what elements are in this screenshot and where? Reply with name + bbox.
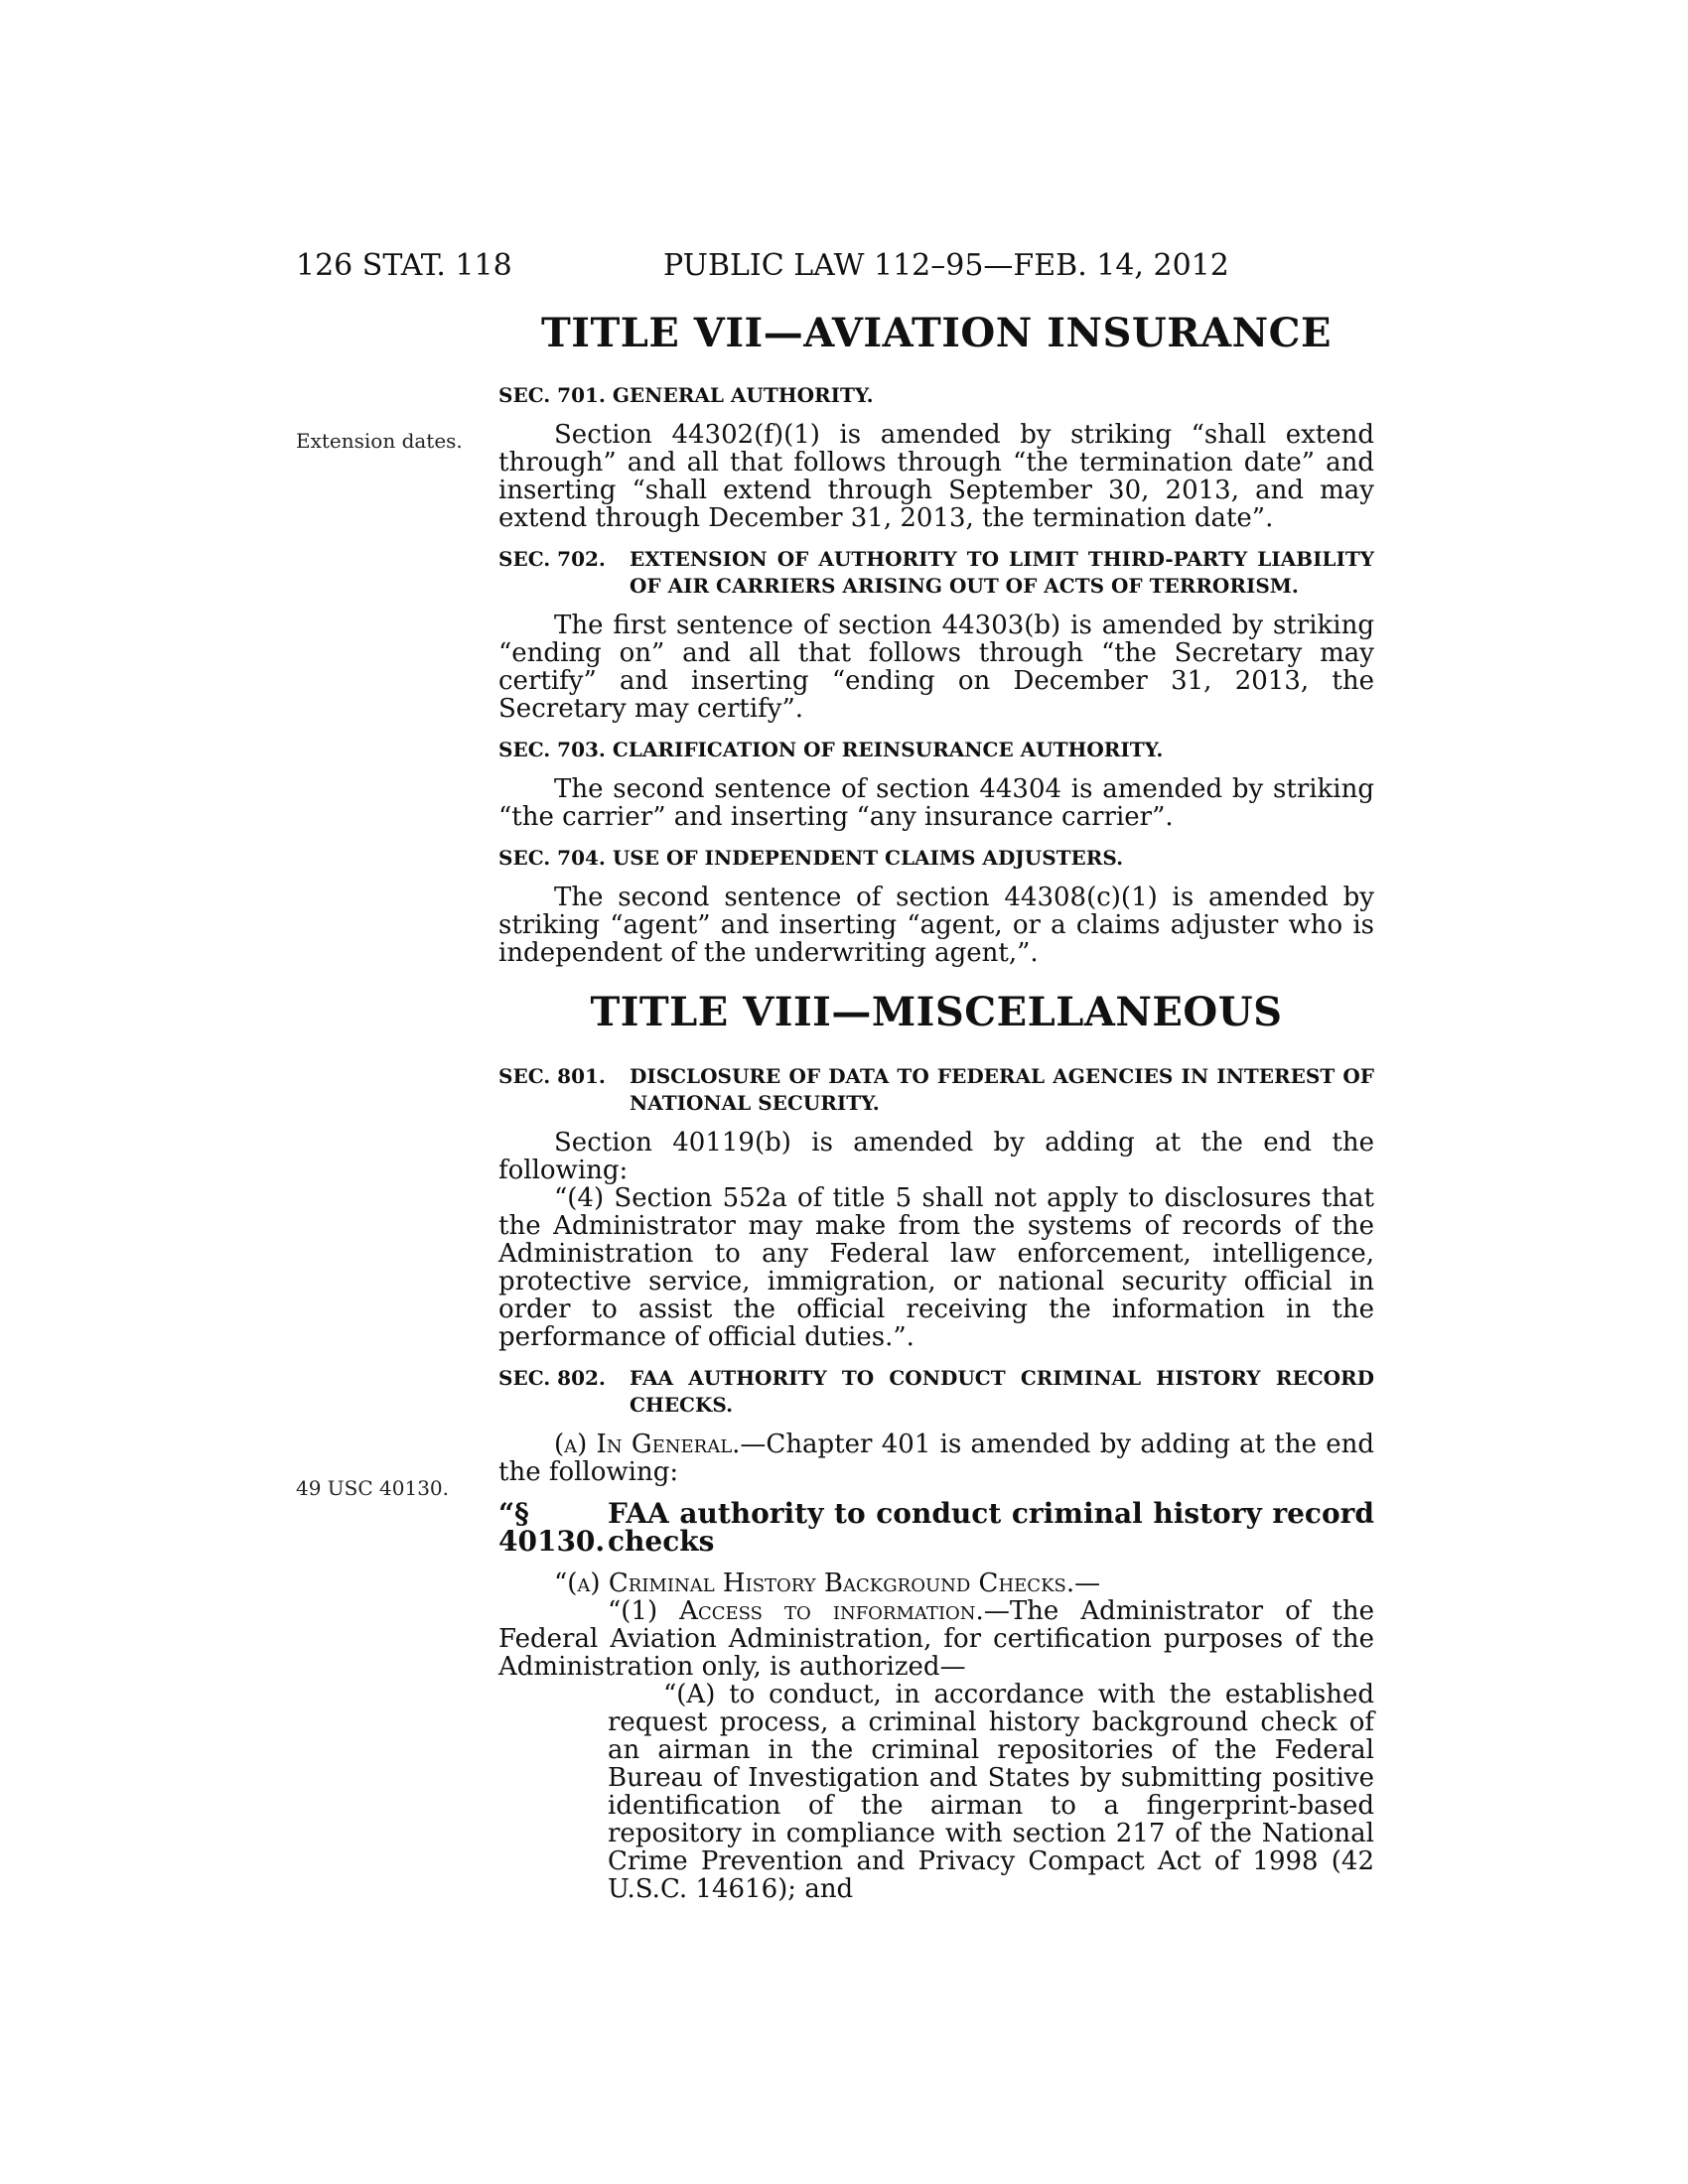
sec-704-text: The second sentence of section 44308(c)(1) is amended by striking “agent” and inserting “agent, or a claims adjuster who is independent of the underwriting agent,”. bbox=[498, 883, 1374, 968]
sec-801-heading bbox=[498, 1063, 1374, 1117]
usc-paragraph-1-label: “(1) Access to information. bbox=[608, 1596, 984, 1626]
sec-801-intro: Section 40119(b) is amended by adding at the end the following: bbox=[498, 1128, 1374, 1185]
sec-701-heading: SEC. 701. GENERAL AUTHORITY. bbox=[498, 383, 874, 407]
usc-subparagraph-A: “(A) to conduct, in accordance with the established request process, a criminal history background check of an airman in the criminal repositories of the Federal Bureau of Investigation and States by submitting positive identification of the airman to a fingerprint-based repository in compliance with section 217 of the National Crime Prevention and Privacy Compact Act of 1998 (42 U.S.C. 14616); and bbox=[608, 1680, 1374, 1904]
page-header bbox=[296, 248, 1394, 288]
margin-note-usc: 49 USC 40130. bbox=[296, 1476, 450, 1500]
sec-802-a-text: —Chapter 401 is amended by adding at the end the following: bbox=[498, 1430, 1374, 1487]
sec-704-heading: SEC. 704. USE OF INDEPENDENT CLAIMS ADJUSTERS. bbox=[498, 846, 1124, 870]
usc-40130-number: “§ 40130. bbox=[498, 1497, 606, 1558]
sec-701-text: Section 44302(f)(1) is amended by striking “shall extend through” and all that follows through “the termination date” and inserting “shall extend through September 30, 2013, and may extend through December 31, 2013, the termination date”. bbox=[498, 420, 1374, 533]
statute-page-ref: 126 STAT. 118 bbox=[296, 248, 512, 283]
sec-801-number: SEC. 801. bbox=[498, 1064, 606, 1088]
sec-702-title: EXTENSION OF AUTHORITY TO LIMIT THIRD-PARTY LIABILITY OF AIR CARRIERS ARISING OUT OF ACTS OF TERRORISM. bbox=[630, 547, 1374, 598]
title-vii-heading: TITLE VII—AVIATION INSURANCE bbox=[541, 310, 1332, 356]
sec-802-a bbox=[498, 1431, 1374, 1486]
sec-702-text: The first sentence of section 44303(b) is amended by striking “ending on” and all that follows through “the Secretary may certify” and inserting “ending on December 31, 2013, the Secretary may certify”. bbox=[498, 611, 1374, 724]
usc-40130-title: FAA authority to conduct criminal history record checks bbox=[608, 1497, 1374, 1558]
title-viii-heading: TITLE VIII—MISCELLANEOUS bbox=[590, 989, 1283, 1035]
usc-paragraph-1-text: —The Administrator of the Federal Aviation Administration, for certification purposes of the Administration only, is authorized— bbox=[498, 1596, 1374, 1682]
sec-802-title: FAA AUTHORITY TO CONDUCT CRIMINAL HISTORY RECORD CHECKS. bbox=[630, 1366, 1374, 1417]
usc-40130-heading bbox=[498, 1497, 1374, 1558]
sec-702-heading bbox=[498, 546, 1374, 600]
usc-paragraph-1 bbox=[498, 1597, 1374, 1681]
sec-703-heading: SEC. 703. CLARIFICATION OF REINSURANCE AUTHORITY. bbox=[498, 738, 1164, 761]
sec-802-heading bbox=[498, 1365, 1374, 1419]
sec-802-number: SEC. 802. bbox=[498, 1366, 606, 1390]
usc-subsection-a: “(a) Criminal History Background Checks.— bbox=[554, 1569, 1101, 1598]
sec-702-number: SEC. 702. bbox=[498, 547, 606, 571]
public-law-citation: PUBLIC LAW 112–95—FEB. 14, 2012 bbox=[663, 248, 1229, 283]
sec-802-a-label: (a) In General. bbox=[554, 1430, 741, 1459]
sec-703-text: The second sentence of section 44304 is amended by striking “the carrier” and inserting “any insurance carrier”. bbox=[498, 774, 1374, 832]
body-text bbox=[498, 310, 1374, 1917]
margin-note-extension: Extension dates. bbox=[296, 429, 463, 453]
sec-801-text: “(4) Section 552a of title 5 shall not apply to disclosures that the Administrator may make from the systems of records of the Administration to any Federal law enforcement, intelligence, protective service, immigration, or national security official in order to assist the official receiving the information in the performance of official duties.”. bbox=[498, 1183, 1374, 1352]
sec-801-title: DISCLOSURE OF DATA TO FEDERAL AGENCIES IN INTEREST OF NATIONAL SECURITY. bbox=[630, 1064, 1374, 1115]
